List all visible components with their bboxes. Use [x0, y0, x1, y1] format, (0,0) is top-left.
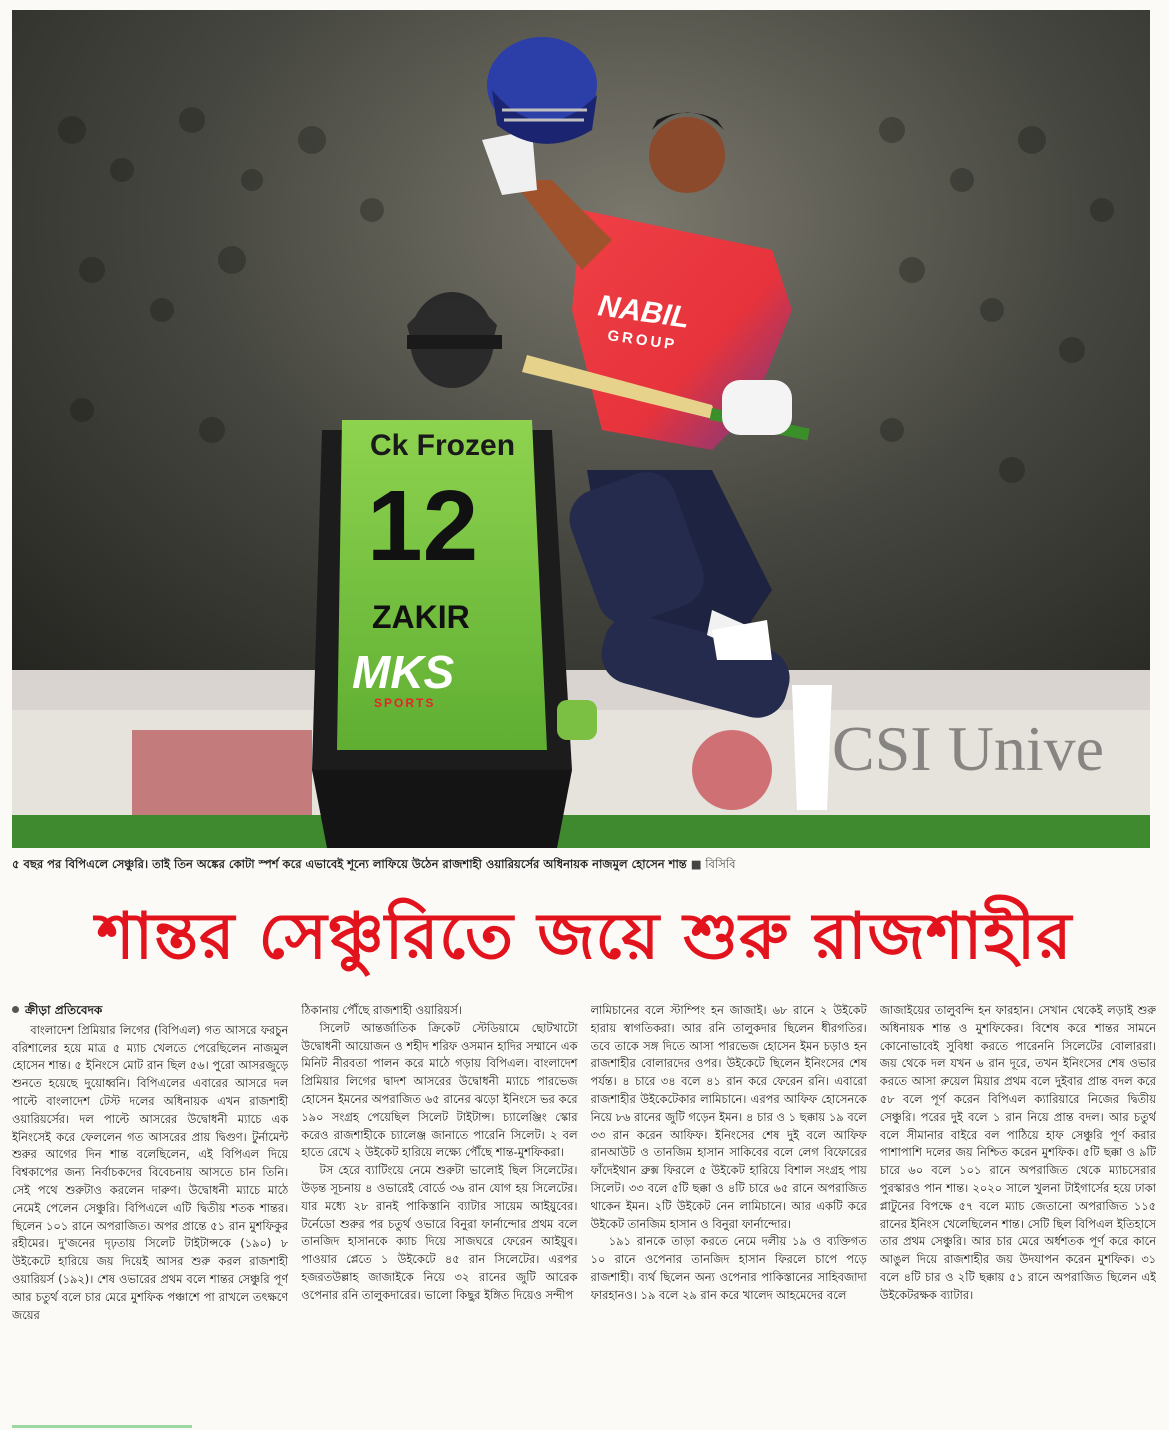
- paragraph: লামিচানের বলে স্টাম্পিং হন জাজাই। ৬৮ রানে ২ উইকেট হারায় স্বাগতিকরা। আর রনি তালুকদার ছিলেন ধীরগতির। তবে তাকে সঙ্গ দিতে আসা পারভেজ হোসেন ইমন চড়াও হন রাজশাহীর বোলারদের ওপর। উইকেটে ছিলেন ইনিংসের শেষ পর্যন্ত। ৪ চারে ৩৪ বলে ৪১ রান করে ফেরেন রনি। এবারো রাজশাহীর উইকেটেকার লামিচানে। এরপর আফিফ হোসেনকে নিয়ে ৮৬ রানের জুটি গড়েন ইমন। ৪ চার ও ১ ছক্কায় ১৯ বলে ৩৩ রান করেন আফিফ। ইনিংসের শেষ দুই বলে আফিফ রানআউট ও তানজিম হাসান সাকিবের বলে লেগ বিফোরের ফাঁদেইথান ব্রুক্স ফিরলে ৫ উইকেট হারিয়ে বিশাল সংগ্রহ পায় সিলেট। ৩৩ বলে ৫টি ছক্কা ও ৪টি চারে ৬৫ রানে অপরাজিত থাকেন ইমন। ২টি উইকেট নেন লামিচানে। আর একটি করে উইকেট তানজিম হাসান ও বিনুরা ফার্নান্দোর।: [590, 1003, 867, 1231]
- article-column-4: [880, 1002, 1156, 1422]
- jersey-sponsor-sub: GROUP: [606, 327, 679, 354]
- fielder-name: ZAKIR: [372, 599, 470, 635]
- photo-credit: ■ বিসিবি: [690, 857, 736, 871]
- caption-text: ৫ বছর পর বিপিএলে সেঞ্চুরি। তাই তিন অঙ্কের কোটা স্পর্শ করে এভাবেই শূন্যে লাফিয়ে উঠেন রাজশাহী ওয়ারিয়র্সের অধিনায়ক নাজমুল হোসেন শান্ত: [12, 857, 687, 871]
- paragraph: টস হেরে ব্যাটিংয়ে নেমে শুরুটা ভালোই ছিল সিলেটের। উড়ন্ত সূচনায় ৪ ওভারেই বোর্ডে ৩৬ রান যোগ হয় সিলেটের। যার মধ্যে ২৮ রানই পাকিস্তানি ব্যাটার সায়েম আইয়ুবের। টর্নেডো শুরুর পর চতুর্থ ওভারে বিনুরা ফার্নান্দোর প্রথম বলে তানজিদ হাসানকে ক্যাচ দিয়ে সাজঘরে ফেরেন আইয়ুব। পাওয়ার প্লেতে ১ উইকেটে ৪৫ রান সিলেটের। এরপর হজরতউল্লাহ জাজাইকে নিয়ে ৩২ রানের জুটি আরেক ওপেনার রনি তালুকদারের। ভালো কিছুর ইঙ্গিত দিয়েও সন্দীপ: [301, 1163, 578, 1302]
- jersey-sponsor-text: NABIL: [596, 289, 692, 335]
- headline: শান্তর সেঞ্চুরিতে জয়ে শুরু রাজশাহীর: [96, 899, 1073, 974]
- fielder-sponsor-top: Ck Frozen: [370, 429, 516, 462]
- board-text: CSI Unive: [832, 713, 1104, 784]
- paragraph: ১৯১ রানকে তাড়া করতে নেমে দলীয় ১৯ ও ব্যক্তিগত ১০ রানে ওপেনার তানজিদ হাসান ফিরলে চাপে পড়ে রাজশাহী। ব্যর্থ ছিলেন অন্য ওপেনার পাকিস্তানের সাহিবজাদা ফারহানও। ১৯ বলে ২৯ রান করে খালেদ আহমেদের বলে: [590, 1234, 867, 1302]
- article-column-2: [301, 1002, 577, 1422]
- fielder-sponsor-bottom: MKS: [352, 646, 455, 698]
- paragraph: বাংলাদেশ প্রিমিয়ার লিগের (বিপিএল) গত আসরে ফরচুন বরিশালের হয়ে মাত্র ৫ ম্যাচ খেলতে পেরেছিলেন নাজমুল হোসেন শান্ত। ৫ ইনিংসে মোট রান ছিল ৫৬। পুরো আসরজুড়ে শুনতে হয়েছে দুয়োধ্বনি। বিপিএলের এবারের আসরে দল পাল্টে বাংলাদেশ টেস্ট দলের অধিনায়ক এখন রাজশাহী ওয়ারিয়র্সের। দল পাল্টে আসরের উদ্বোধনী ম্যাচে এক ইনিংসেই করে ফেললেন গত আসরের প্রায় দ্বিগুণ। টুর্নামেন্ট শুরুর আগের দিন শান্ত বলেছিলেন, এই বিপিএল দিয়ে বিশ্বকাপের জন্য নির্বাচকদের বিবেচনায় আসতে চান তিনি। সেই পথে শুরুটাও করলেন দারুণ। উদ্বোধনী ম্যাচে মাঠে নেমেই পেলেন সেঞ্চুরি। বিপিএলে এটি দ্বিতীয় শতক শান্তর। ছিলেন ১০১ রানে অপরাজিত। অপর প্রান্তে ৫১ রান মুশফিকুর রহীমের। দু'জনের দৃঢ়তায় সিলেট টাইটান্সকে (১৯০) ৮ উইকেটে হারিয়ে জয় দিয়েই আসর শুরু করল রাজশাহী ওয়ারিয়র্স (১৯২)। শেষ ওভারের প্রথম বলে শান্তর সেঞ্চুরি পূর্ণ আর চতুর্থ বলে চার মেরে মুশফিক পঞ্চাশে পা রাখলে তৎক্ষণে জয়ের: [12, 1022, 289, 1322]
- cricket-celebration-image: [12, 10, 1150, 848]
- bullet-icon: [12, 1006, 19, 1013]
- helmet-icon: [487, 37, 597, 144]
- paragraph: ঠিকানায় পৌঁছে রাজশাহী ওয়ারিয়র্স।: [301, 1003, 462, 1017]
- article-column-3: [591, 1002, 867, 1422]
- fielder-sponsor-bottom-sub: SPORTS: [374, 696, 436, 710]
- byline: [12, 1002, 288, 1020]
- article-column-1: [12, 1002, 288, 1422]
- bottom-rule: [12, 1425, 192, 1428]
- paragraph: সিলেট আন্তর্জাতিক ক্রিকেট স্টেডিয়ামে ছোটখাটো উদ্বোধনী আয়োজন ও শহীদ শরিফ ওসমান হাদির সম্মানে এক মিনিট নীরবতা পালন করে মাঠে গড়ায় বিপিএল। বাংলাদেশ প্রিমিয়ার লিগের দ্বাদশ আসরের উদ্বোধনী ম্যাচে পারভেজ হোসেন ইমনের অপরাজিত ৬৫ রানের ঝড়ো ইনিংসে ভর করে ১৯০ সংগ্রহ পেয়েছিল সিলেট টাইটান্স। চ্যালেঞ্জিং স্কোর করেও রাজশাহীকে চ্যালেঞ্জ জানাতে পারেনি সিলেট। ২ বল হাতে রেখে ২ উইকেট হারিয়ে লক্ষ্যে পৌঁছে শান্ত-মুশফিকরা।: [301, 1020, 578, 1160]
- paragraph: জাজাইয়ের তালুবন্দি হন ফারহান। সেখান থেকেই লড়াই শুরু অধিনায়ক শান্ত ও মুশফিকের। বিশেষ করে শান্তর সামনে কোনোভাবেই সুবিধা করতে পারেননি সিলেটের বোলাররা। জয় থেকে দল যখন ৬ রান দূরে, তখন ইনিংসের শেষ ওভার করতে আসা রুয়েল মিয়ার প্রথম বলে দুইবার প্রান্ত বদল করে ৫৮ বলে পূর্ণ করেন বিপিএল ক্যারিয়ারে নিজের দ্বিতীয় সেঞ্চুরি। পরের দুই বলে ১ রান নিয়ে প্রান্ত বদল। আর চতুর্থ বলে সীমানার বাইরে বল পাঠিয়ে হাফ সেঞ্চুরি পূর্ণ করার পাশাপাশি দলের জয় নিশ্চিত করেন মুশফিক। ৫টি ছক্কা ও ৯টি চারে ৬০ বলে ১০১ রানে অপরাজিত থেকে ম্যাচসেরার পুরস্কারও পান শান্ত। ২০২০ সালে খুলনা টাইগার্সের হয়ে ঢাকা প্লাটুনের বিপক্ষে ৫৭ বলে ম্যাচ জেতানো অপরাজিত ১১৫ রানের ইনিংস খেলেছিলেন শান্ত। সেটি ছিল বিপিএল ইতিহাসে তার প্রথম সেঞ্চুরি। আর চার মেরে অর্ধশতক পূর্ণ করে কানে আঙুল দিয়ে রাজশাহীর জয় উদযাপন করেন মুশফিক। ৩১ বলে ৪টি চার ও ২টি ছক্কায় ৫১ রানে অপরাজিত ছিলেন এই উইকেটরক্ষক ব্যাটার।: [879, 1003, 1156, 1302]
- fielder-number: 12: [367, 470, 479, 582]
- article-body: [12, 1002, 1156, 1422]
- byline-text: ক্রীড়া প্রতিবেদক: [25, 1003, 103, 1017]
- photo-caption: [12, 856, 1152, 875]
- news-photo: [12, 10, 1150, 848]
